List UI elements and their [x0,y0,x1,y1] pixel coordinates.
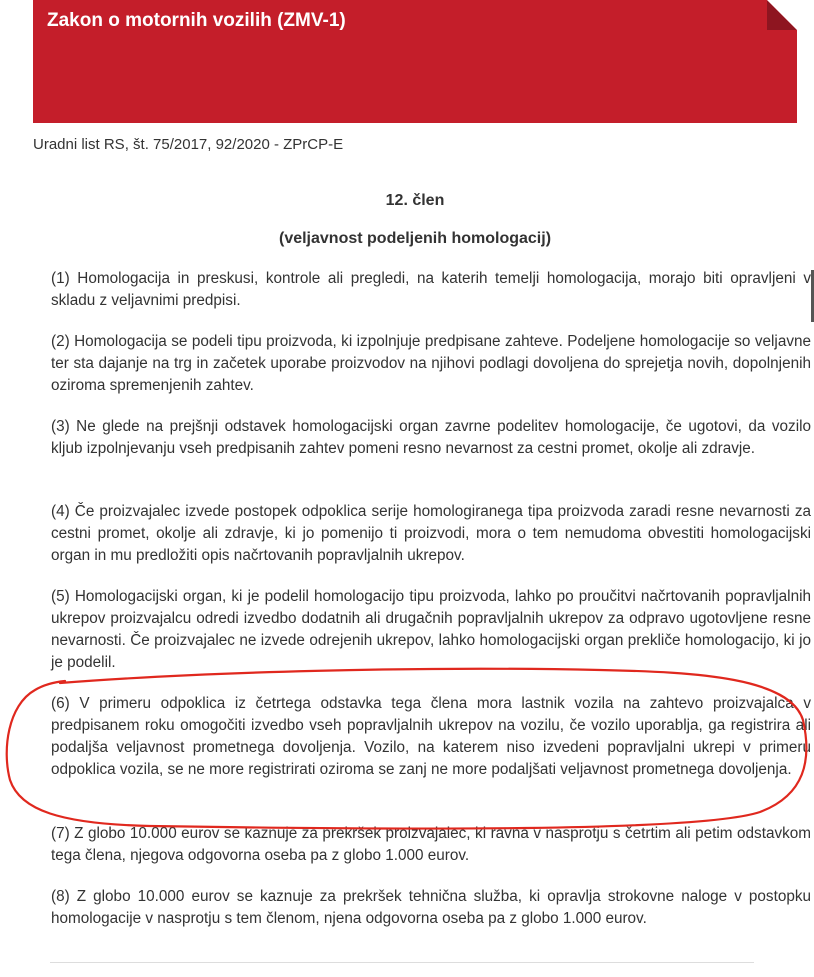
paragraph-5: (5) Homologacijski organ, ki je podelil homologacijo tipu proizvoda, lahko po proučitvi načrtovanih popravljalnih ukrepov proizvajalcu odredi izvedbo dodatnih ali drugačnih popravljalnih ukrepov za odpravo ugotovljene resne nevarnosti. Če proizvajalec ne izvede odrejenih ukrepov, lahko homologacijski organ prekliče homologacijo, ki jo je podelil. [51,588,811,671]
footer-divider [50,962,754,963]
folded-corner-highlight [767,0,797,30]
paragraph-1: (1) Homologacija in preskusi, kontrole ali pregledi, na katerih temelji homologacija, morajo biti opravljeni v skladu z veljavnimi predpisi. [51,270,811,309]
paragraph-3: (3) Ne glede na prejšnji odstavek homologacijski organ zavrne podelitev homologacije, če ugotovi, da vozilo kljub izpolnjevanju vseh predpisanih zahtev pomeni resno nevarnost za cestni promet, okolje ali zdravje. [51,418,811,457]
paragraph-2: (2) Homologacija se podeli tipu proizvoda, ki izpolnjuje predpisane zahteve. Podeljene homologacije so veljavne ter sta dajanje na trg in začetek uporabe proizvodov na njihovi podlagi dovoljena do sprejetja novih, dopolnjenih oziroma spremenjenih zahtev. [51,333,811,394]
article-title: (veljavnost podeljenih homologacij) [278,230,552,247]
paragraph-6-highlighted: (6) V primeru odpoklica iz četrtega odstavka tega člena mora lastnik vozila na zahtevo proizvajalca v predpisanem roku omogočiti izvedbo vseh popravljalnih ukrepov na vozilu, če vozilo uporablja, ga registrira ali podaljša veljavnost prometnega dovoljenja. Vozilo, na katerem niso izvedeni popravljalni ukrepi v primeru odpoklica vozila, se ne more registrirati oziroma se zanj ne more podaljšati veljavnost prometnega dovoljenja. [51,695,811,778]
paragraph-7: (7) Z globo 10.000 eurov se kaznuje za prekršek proizvajalec, ki ravna v nasprotju s četrtim ali petim odstavkom tega člena, njegova odgovorna oseba pa z globo 1.000 eurov. [51,825,811,864]
law-header-banner [33,0,797,123]
official-gazette-source: Uradni list RS, št. 75/2017, 92/2020 - ZPrCP-E [33,136,344,153]
law-title: Zakon o motornih vozilih (ZMV-1) [47,10,346,31]
paragraph-8: (8) Z globo 10.000 eurov se kaznuje za prekršek tehnična služba, ki opravlja strokovne naloge v postopku homologacije v nasprotju s tem členom, njena odgovorna oseba pa z globo 1.000 eurov. [51,888,811,927]
article-number: 12. člen [385,192,445,209]
paragraph-4: (4) Če proizvajalec izvede postopek odpoklica serije homologiranega tipa proizvoda zaradi resne nevarnosti za cestni promet, okolje ali zdravje, ki jo pomenijo ti proizvodi, mora o tem nemudoma obvestiti homologacijski organ in mu predložiti opis načrtovanih popravljalnih ukrepov. [51,503,811,564]
